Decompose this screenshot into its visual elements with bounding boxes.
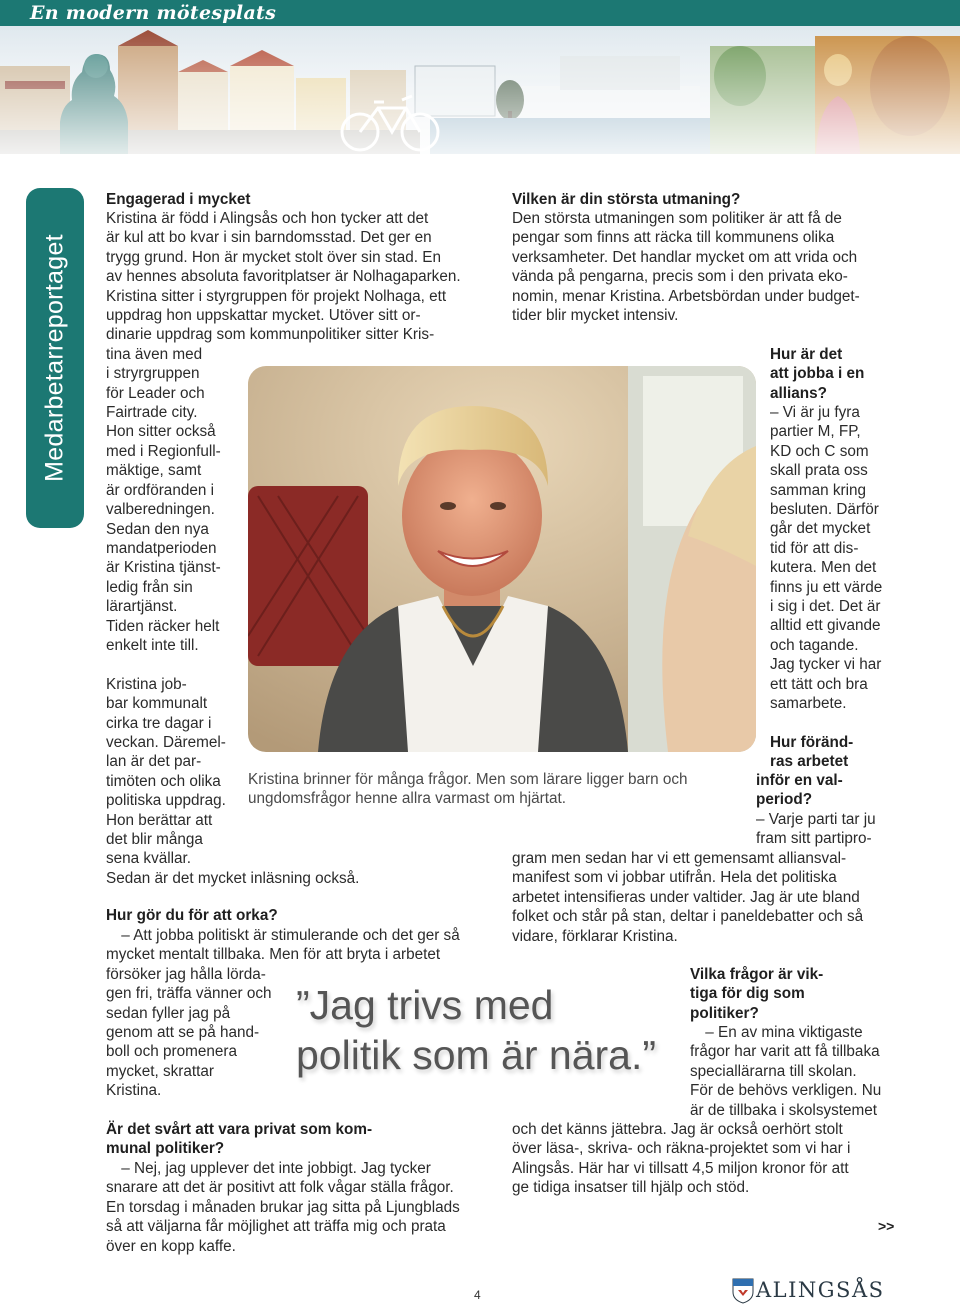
body-paragraph: [770, 403, 882, 714]
heading-line: Vilka frågor är vik-: [690, 966, 824, 983]
text-line: – Att jobba politiskt är stimulerande och det ger så: [106, 927, 460, 944]
text-line: – En av mina viktigaste: [690, 1024, 863, 1041]
header-tagline: En modern mötesplats: [30, 2, 277, 24]
heading-line: politiker?: [690, 1004, 759, 1022]
text-line: och tagande.: [770, 636, 859, 654]
text-line: partier M, FP,: [770, 423, 861, 441]
section-heading: [106, 1120, 372, 1159]
heading-line: munal politiker?: [106, 1140, 225, 1158]
question-heading-line: ras arbetet: [770, 753, 849, 770]
text-line: för Leader och: [106, 384, 205, 402]
question-heading-line: period?: [756, 791, 813, 808]
text-line: Kristina.: [106, 1082, 162, 1100]
header-bar: [0, 0, 960, 26]
text-line: folket och står på stan, deltar i paneldebatter och så: [512, 908, 864, 926]
text-line: kutera. Men det: [770, 559, 877, 577]
text-line: politiska uppdrag.: [106, 792, 226, 810]
heading-line: tiga för dig som: [690, 985, 805, 1003]
text-line: i stryrgruppen: [106, 365, 200, 383]
coat-of-arms-icon: [732, 1278, 754, 1304]
text-line: bar kommunalt: [106, 695, 208, 713]
text-line: vidare, förklarar Kristina.: [512, 927, 678, 945]
text-line: Alingsås. Här har vi tillsatt 4,5 miljon kronor för att: [512, 1159, 849, 1177]
heading-line: att jobba i en: [770, 365, 865, 383]
text-line: sena kvällar.: [106, 850, 192, 868]
text-line: samarbete.: [770, 695, 847, 713]
text-line: dinarie uppdrag som kommunpolitiker sitter Kris-: [106, 326, 435, 344]
text-line: Den största utmaningen som politiker är att få de: [512, 210, 842, 227]
text-line: av hennes absoluta favoritplatser är Nolhagaparken.: [106, 268, 461, 286]
text-line: Hon sitter också: [106, 423, 216, 441]
text-line: verksamheter. Det handlar mycket om att vrida och: [512, 248, 858, 266]
body-paragraph: [512, 209, 860, 325]
text-line: och det känns jättebra. Jag är också oerhört stolt: [512, 1121, 843, 1138]
text-line: En torsdag i månaden brukar jag sitta på Ljungblads: [106, 1198, 460, 1216]
text-line: är ordföranden i: [106, 481, 214, 499]
text-line: över läsa-, skriva- och räkna-projektet som vi har i: [512, 1140, 851, 1158]
text-line: pengar som finns att räcka till kommunens olika: [512, 229, 835, 247]
text-line: Jag tycker vi har: [770, 656, 882, 674]
question-heading: [770, 345, 864, 403]
section-tab: [26, 188, 84, 528]
text-line: tid för att dis-: [770, 539, 859, 557]
text-line: mandatperioden: [106, 539, 217, 557]
text-line: boll och promenera: [106, 1043, 237, 1061]
town-collage-banner: [0, 26, 960, 154]
question-heading-line: inför en val-: [756, 772, 843, 789]
text-line: gen fri, träffa vänner och: [106, 985, 272, 1003]
text-line: fram sitt partipro-: [756, 830, 872, 848]
text-line: Sedan den nya: [106, 520, 209, 538]
text-line: är Kristina tjänst-: [106, 559, 221, 577]
text-line: cirka tre dagar i: [106, 714, 212, 732]
text-line: Hon berättar att: [106, 811, 213, 829]
interview-photo: [248, 366, 756, 752]
text-line: alltid ett givande: [770, 617, 881, 635]
text-line: snarare att det är positivt att folk vågar ställa frågor.: [106, 1179, 454, 1197]
text-line: i sig i det. Det är: [770, 598, 881, 616]
body-paragraph: [756, 810, 876, 849]
page-number: 4: [474, 1288, 481, 1302]
portrait-image: [248, 366, 756, 752]
text-line: – Nej, jag upplever det inte jobbigt. Jag tycker: [106, 1160, 431, 1177]
text-line: går det mycket: [770, 520, 871, 538]
text-line: lan är det par-: [106, 753, 202, 771]
caption-line: ungdomsfrågor henne allra varmast om hjärtat.: [248, 790, 566, 808]
pull-quote-line: politik som är nära.”: [296, 1032, 657, 1078]
text-line: Fairtrade city.: [106, 404, 198, 422]
text-line: KD och C som: [770, 442, 869, 460]
text-line: finns ju ett värde: [770, 578, 883, 596]
text-line: frågor har varit att få tillbaka: [690, 1043, 880, 1061]
text-line: Kristina job-: [106, 675, 187, 693]
text-line: För de behövs verkligen. Nu: [690, 1082, 882, 1100]
text-line: veckan. Däremel-: [106, 733, 226, 751]
text-line: uppdrag hon uppskattar mycket. Utöver sitt or-: [106, 307, 421, 325]
text-line: manifest som vi jobbar utifrån. Hela det politiska: [512, 869, 837, 887]
text-line: lärartjänst.: [106, 598, 178, 616]
text-line: ledig från sin: [106, 578, 193, 596]
text-line: – Varje parti tar ju: [756, 811, 876, 828]
body-paragraph: [690, 1023, 881, 1120]
section-tab-label: Medarbetarreportaget: [40, 234, 69, 482]
question-heading: [690, 965, 823, 1023]
body-paragraph: [106, 1159, 460, 1256]
text-line: skall prata oss: [770, 462, 868, 480]
text-line: samman kring: [770, 481, 867, 499]
question-heading-line: Hur föränd-: [770, 734, 854, 751]
text-line: Kristina sitter i styrgruppen för projekt Nolhaga, ett: [106, 287, 447, 305]
text-line: mycket mentalt tillbaka. Men för att bryta i arbetet: [106, 946, 441, 964]
text-line: Tiden räcker helt: [106, 617, 220, 635]
text-line: försöker jag hålla lörda-: [106, 965, 266, 983]
text-line: sedan fyller jag på: [106, 1004, 231, 1022]
text-line: timöten och olika: [106, 772, 221, 790]
question-heading: Vilken är din största utmaning?: [512, 191, 741, 208]
text-line: ett tätt och bra: [770, 675, 868, 693]
text-line: så att väljarna får möjlighet att träffa mig och prata: [106, 1218, 446, 1236]
text-line: vända på pengarna, precis som i den privata eko-: [512, 268, 848, 286]
text-line: Sedan är det mycket inläsning också.: [106, 869, 360, 887]
pull-quote-line: ”Jag trivs med: [296, 982, 554, 1028]
text-line: – Vi är ju fyra: [770, 404, 860, 421]
text-line: besluten. Därför: [770, 501, 879, 519]
heading-line: allians?: [770, 384, 827, 402]
section-heading: Engagerad i mycket: [106, 191, 251, 208]
text-line: genom att se på hand-: [106, 1024, 260, 1042]
text-line: Kristina är född i Alingsås och hon tycker att det: [106, 210, 429, 227]
text-line: valberedningen.: [106, 501, 215, 519]
section-heading: Hur gör du för att orka?: [106, 907, 278, 924]
text-line: mycket, skrattar: [106, 1062, 214, 1080]
pull-quote: [296, 980, 656, 1080]
heading-line: Hur är det: [770, 346, 843, 363]
text-line: enkelt inte till.: [106, 636, 199, 654]
text-line: tider blir mycket intensiv.: [512, 307, 679, 325]
text-line: nomin, menar Kristina. Arbetsbördan under budget-: [512, 287, 860, 305]
text-line: gram men sedan har vi ett gemensamt alliansval-: [512, 850, 847, 867]
body-paragraph: [512, 849, 863, 946]
text-line: det blir många: [106, 830, 203, 848]
text-line: med i Regionfull-: [106, 442, 221, 460]
text-line: speciallärarna till skolan.: [690, 1062, 857, 1080]
body-paragraph: [512, 1120, 850, 1198]
caption-line: Kristina brinner för många frågor. Men som lärare ligger barn och: [248, 771, 688, 788]
photo-caption: [248, 770, 688, 809]
text-line: är kul att bo kvar i sin barndomsstad. Det ger en: [106, 229, 432, 247]
heading-line: Är det svårt att vara privat som kom-: [106, 1121, 373, 1138]
logo-wordmark: ALINGSÅS: [756, 1278, 885, 1302]
text-line: mäktige, samt: [106, 462, 202, 480]
text-line: arbetet intensifieras under valtider. Jag är ute bland: [512, 888, 860, 906]
text-line: tina även med: [106, 345, 203, 363]
continue-marker: >>: [878, 1218, 895, 1234]
text-line: trygg grund. Hon är mycket stolt över sin stad. En: [106, 248, 441, 266]
text-line: över en kopp kaffe.: [106, 1237, 236, 1255]
text-line: ge tidiga insatser till hjälp och stöd.: [512, 1179, 750, 1197]
text-line: är de tillbaka i skolsystemet: [690, 1101, 878, 1119]
